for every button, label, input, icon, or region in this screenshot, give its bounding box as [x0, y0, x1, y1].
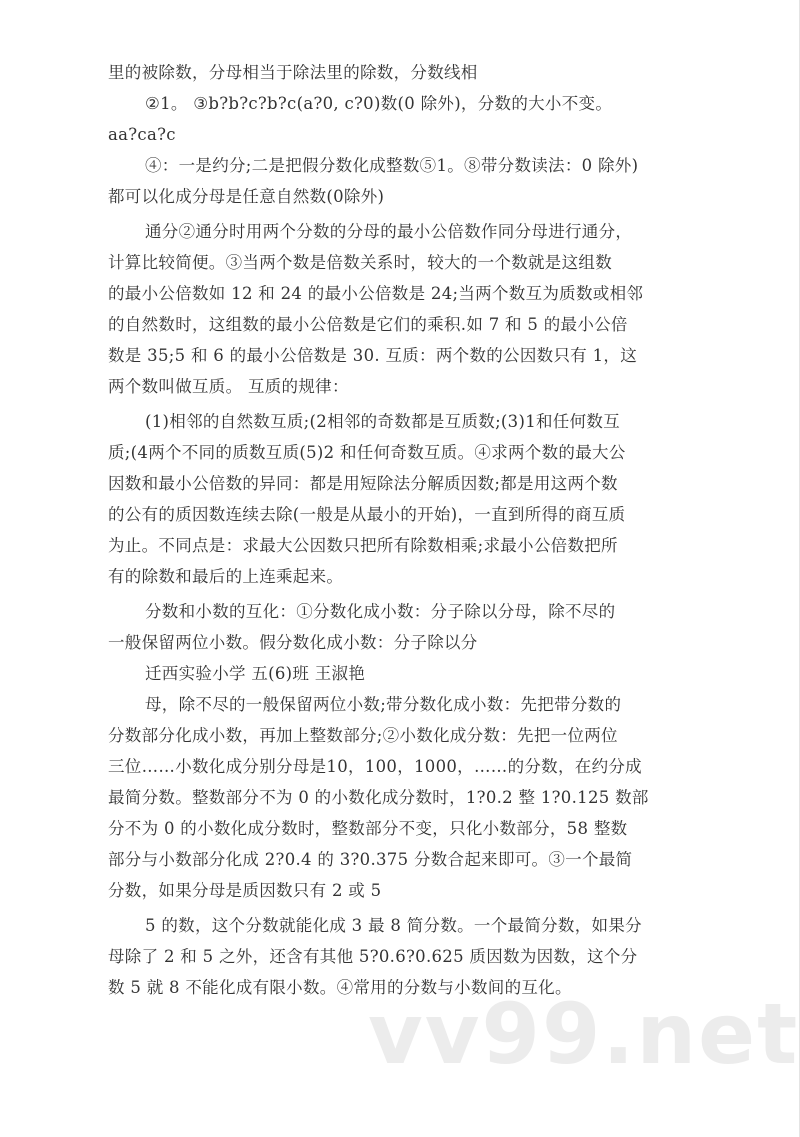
- text-line: 数是 35;5 和 6 的最小公倍数是 30. 互质：两个数的公因数只有 1，这: [108, 346, 638, 365]
- text-line: 分数和小数的互化：①分数化成小数：分子除以分母，除不尽的: [145, 602, 616, 621]
- text-line: ④：一是约分;二是把假分数化成整数⑤1。⑧带分数读法：0 除外): [145, 156, 639, 175]
- school-class-author: 迁西实验小学 五(6)班 王淑艳: [145, 664, 366, 683]
- text-line: 有的除数和最后的上连乘起来。: [108, 567, 344, 586]
- text-line: 里的被除数，分母相当于除法里的除数，分数线相: [108, 63, 478, 82]
- text-line: aa?ca?c: [108, 125, 176, 144]
- watermark: vv99.net: [368, 985, 800, 1083]
- text-line: 三位……小数化成分别分母是10，100，1000，……的分数，在约分成: [108, 757, 642, 776]
- text-line: 部分与小数部分化成 2?0.4 的 3?0.375 分数合起来即可。③一个最简: [108, 850, 633, 869]
- text-line: 数 5 就 8 不能化成有限小数。④常用的分数与小数间的互化。: [108, 978, 572, 997]
- document-body: [108, 57, 708, 1003]
- text-line: 分不为 0 的小数化成分数时，整数部分不变，只化小数部分，58 整数: [108, 819, 628, 838]
- text-line: 计算比较简便。③当两个数是倍数关系时，较大的一个数就是这组数: [108, 253, 612, 272]
- text-line: 母除了 2 和 5 之外，还含有其他 5?0.6?0.625 质因数为因数，这个分: [108, 947, 638, 966]
- text-line: 的公有的质因数连续去除(一般是从最小的开始)，一直到所得的商互质: [108, 505, 626, 524]
- text-line: 一般保留两位小数。假分数化成小数：分子除以分: [108, 633, 478, 652]
- text-line: 通分②通分时用两个分数的分母的最小公倍数作同分母进行通分，: [145, 222, 633, 241]
- text-line: 质;(4两个不同的质数互质(5)2 和任何奇数互质。④求两个数的最大公: [108, 443, 626, 462]
- text-line: ②1。 ③b?b?c?b?c(a?0, c?0)数(0 除外)，分数的大小不变。: [145, 94, 613, 113]
- text-line: 的最小公倍数如 12 和 24 的最小公倍数是 24;当两个数互为质数或相邻: [108, 284, 644, 303]
- text-line: 为止。不同点是：求最大公因数只把所有除数相乘;求最小公倍数把所: [108, 536, 618, 555]
- text-line: 的自然数时，这组数的最小公倍数是它们的乘积.如 7 和 5 的最小公倍: [108, 315, 628, 334]
- text-line: 母，除不尽的一般保留两位小数;带分数化成小数：先把带分数的: [145, 695, 622, 714]
- text-line: 分数，如果分母是质因数只有 2 或 5: [108, 881, 382, 900]
- text-line: (1)相邻的自然数互质;(2相邻的奇数都是互质数;(3)1和任何数互: [145, 412, 620, 431]
- text-line: 5 的数，这个分数就能化成 3 最 8 简分数。一个最简分数，如果分: [145, 916, 642, 935]
- text-line: 分数部分化成小数，再加上整数部分;②小数化成分数：先把一位两位: [108, 726, 618, 745]
- text-line: 都可以化成分母是任意自然数(0除外): [108, 187, 385, 206]
- text-line: 两个数叫做互质。 互质的规律：: [108, 377, 349, 396]
- text-line: 最简分数。整数部分不为 0 的小数化成分数时，1?0.2 整 1?0.125 数部: [108, 788, 649, 807]
- text-line: 因数和最小公倍数的异同：都是用短除法分解质因数;都是用这两个数: [108, 474, 618, 493]
